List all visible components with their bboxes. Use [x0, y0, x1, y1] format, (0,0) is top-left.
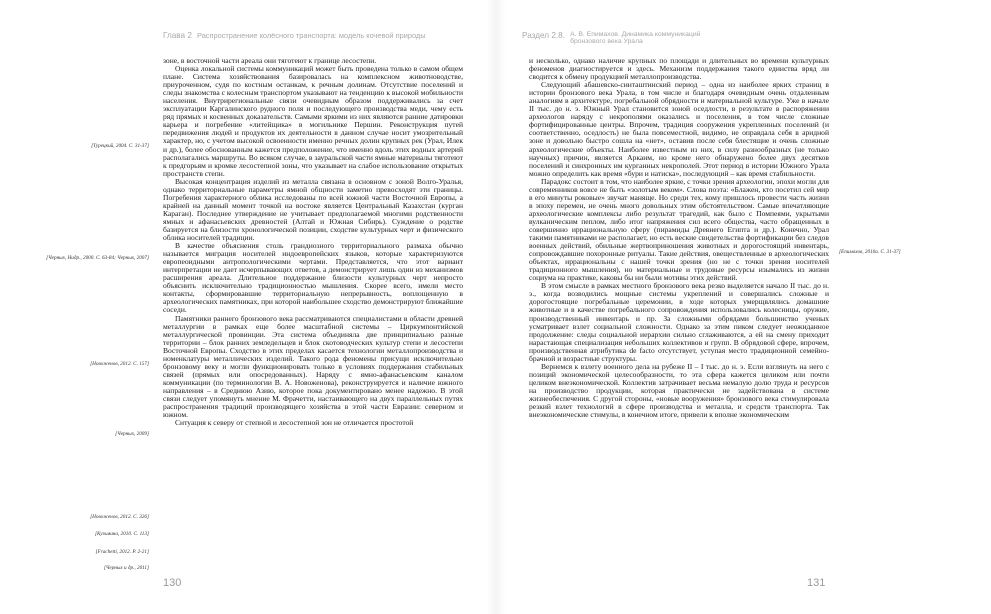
- page-number-left: 130: [163, 577, 182, 589]
- margin-citation: [Новоженов, 2012. С. 326]: [90, 514, 149, 520]
- section-label: Раздел 2.8.: [522, 31, 565, 40]
- section-title-line: бронзового века Урала: [570, 37, 643, 45]
- page-number-right: 131: [807, 577, 826, 589]
- section-title-line: А. В. Епимахов. Динамика коммуникаций: [570, 31, 701, 38]
- margin-citation: [Кузьмина, 2010. С. 113]: [95, 531, 149, 537]
- margin-citation: [Новоженов, 2012. С. 157]: [90, 361, 149, 367]
- running-head-left: [163, 32, 426, 40]
- paragraph: и несколько, однако наличие крупных по площади и длительных во времени культурных феноменов диагностируется и здесь. Механизм поддержания такого единства вряд ли сводится к обмену продукцией металлопроизводства.: [529, 56, 829, 82]
- margin-citation: [Frachetti, 2012. P. 2-21]: [95, 549, 149, 555]
- section-title: [570, 32, 700, 45]
- margin-citation: [Епимахов, 2010а. С. 31-37]: [839, 249, 901, 255]
- chapter-title: Распространение колёсного транспорта: модель кочевой природы: [197, 31, 426, 40]
- paragraph: Памятники раннего бронзового века рассматриваются специалистами в области древней металлургии в рамках еще более масштабной системы – Циркумпонтийской металлургической провинции. Эта система объединяла две принципиально разные территории – блок ранних земледельцев и блок скотоводческих культур степи и лесостепи Восточной Европы. Сходство в этих пределах касается технологии металлопроизводства и номенклатуры металлических изделий. Такого рода феномены присущи исключительно бронзовому веку и могли функционировать только в условиях поддержания стабильных связей (прямых или опосредованных). Наряду с ямно-афанасьевским каналом коммуникации (по терминологии В. А. Новоженова), реконструируется и наличие южного направления – в Среднюю Азию, которое пока документировано менее надежно. В этой связи следует упомянуть мнение М. Фрачетти, настаивающего на двух параллельных путях распространения традиций производящего хозяйства в этой части Евразии: северном и южном.: [163, 313, 463, 420]
- margin-citation: [Турецкий, 2004. С. 31-37]: [91, 143, 149, 149]
- paragraph: Вернемся к взлету военного дела на рубеже II – I тыс. до н. э. Если взглянуть на него с позиций экономической целесообразности, то эта сфера кажется целиком или почти целиком внеэкономической. Коллектив затрачивает весьма немалую долю труда и ресурсов на производство продукции, которая практически не задействована в системе жизнеобеспечения. С другой стороны, «новые вооружения» бронзового века стимулировала резкий взлет технологий в сфере производства и металла, и средств транспорта. Так внеэкономические стимулы, в конечном итоге, привели к вполне экономическим: [529, 361, 829, 420]
- paragraph: В качестве объяснения столь грандиозного территориального размаха обычно называется миграция носителей индоевропейских языков, которые характеризуются европеоидными антропологическими чертами. Представляется, что этот вариант интерпретации не дает исчерпывающих ответов, а демонстрирует лишь один из механизмов расширения ареала. Длительное поддержание близости культурных черт непросто объяснить исключительно традиционностью мышления. Скорее всего, имели место контакты, сформировавшие территориальную непрерывность, воплощенную в археологических памятниках, при которой наибольшее сходство демонстрируют ближайшие соседи.: [163, 241, 463, 315]
- right-page: [496, 0, 991, 614]
- running-head-right: [522, 32, 700, 45]
- paragraph: Высокая концентрация изделий из металла связана в основном с зоной Волго-Уралья, однако территориальные параметры ямной общности заметно превосходят эти границы. Погребения характерного облика исследованы по всей южной части Восточной Европы, а крайней на данный момент точкой на востоке является Центральный Казахстан (курган Караган). Последнее утверждение не учитывает предполагаемой многими родственности ямных и афанасьевских древностей (Алтай и Южная Сибирь). Суждение о родстве базируется на близости хронологической позиции, сходстве культурных черт и физического облика носителей традиции.: [163, 176, 463, 243]
- paragraph: Ситуация к северу от степной и лесостепной зон не отличается простотой: [175, 418, 414, 428]
- paragraph: В этом смысле в рамках местного бронзового века резко выделяется начало II тыс. до н. э., когда возводились мощные системы укреплений и совершались сложные и дорогостоящие погребальные церемонии, в ходе которых умерщвлялись домашние животные и в качестве погребального сопровождения использовались колесницы, оружие, производственный инвентарь и пр. За сложными обрядами большинство ученых усматривает взлет социальной сложности. Однако за этим пиком следует неожиданное продолжение: следы социальной иерархии сильно сглаживаются, а ей на смену приходит нарастающая специализация небольших коллективов и групп. В обрядовой сфере, впрочем, производственная атрибутика de facto отсутствует, уступая место традиционной семейно-брачной и возрастные структуры.: [529, 281, 829, 363]
- chapter-label: Глава 2: [163, 31, 192, 40]
- margin-citation: [Черных, Нидр., 2000. С. 63-84; Черных, 2007]: [46, 255, 149, 261]
- paragraph: Следующий абашевско-синташтинский период – одна из наиболее ярких страниц в истории бронзового века Урала, в том числе и благодаря очевидным очень отдаленным аналогиям в архитектуре, погребальной обрядности и материальной культуре. Уже в начале II тыс. до н. э. Южный Урал становится зоной оседлости, в результате в распоряжении археологов наряду с некрополями оказались и поселения, в том числе сложные фортифицированные центры. Впрочем, традиция сооружения укрепленных поселений (и соответственно, оседлость) не была повсеместной, видимо, не оправдала себя в аридной зоне и довольно быстро сошла на «нет», оставив после себя блестящие и очень сложные археологические объекты. Наиболее известным из них, в силу разнообразных (не только научных) причин, является Аркаим, но кроме него обнаружено более двух десятков поселений и синхронных им курганных некрополей. Этот период в истории Южного Урала можно определить как время «бури и натиска», последующий – как время стабильности.: [529, 80, 829, 178]
- paragraph: Оценка локальной системы коммуникаций может быть проведена только в самом общем плане. Система хозяйствования базировалась на комплексном животноводстве, приуроченном, судя по костным останкам, к речным долинам. Отсутствие поселений и следы знакомства с колесным транспортом указывают на тенденцию к высокой мобильности населения. Внутрирегиональные связи очевидным образом поддерживались за счет эксплуатации Каргалинского рудного поля и последующего производства меди, чему есть ряд прямых и косвенных доказательств. Самыми яркими из них являются ранние датировки карьера и погребение «литейщика» в могильнике Першин. Реконструкция путей передвижения людей и продуктов их деятельности в данном случае носит умозрительный характер, но, с учетом высокой освоенности именно речных долин крупных рек (Урал, Илек и др.), более обоснованным кажется предположение, что именно вдоль этих водных артерий располагались маршруты. Во всяком случае, в зауральской части ямные материалы тяготеют к предгорьям и кромке лесостепной зоны, что указывает на слабое использование открытых пространств степи.: [163, 64, 463, 178]
- paragraph: Парадокс состоит в том, что наиболее яркие, с точки зрения археологии, эпохи могли для современников вовсе не быть «золотым веком». Слова поэта: «Блажен, кто посетил сей мир в его минуты роковые» звучат маняще. Но среди тех, кому пришлось провести часть жизни в эпоху перемен, не очень много довольных этим обстоятельством. Самые впечатляющие археологические комплексы либо результат трагедий, как было с Помпеями, укрытыми вулканическим пеплом, либо итог напряжения сил всего общества, часто обращенных в совершенно иррациональную сферу (пирамиды Древнего Египта и др.). Конечно, Урал такими памятниками не располагает, но есть веские свидетельства фортификации без следов военных действий, обильные жертвоприношения животных и дорогостоящий инвентарь, сопровождавшие похоронные ритуалы. Такие действия, овеществленные в археологических объектах, иррациональны с нашей точки зрения (но не с точки зрения носителей традиционного мышления), но материальные и трудовые ресурсы изымались из жизни социума на практике, каковы бы ни были мотивы этих действий.: [529, 176, 829, 283]
- margin-citation: [Черных, 2009]: [115, 431, 149, 437]
- paragraph: зоне, в восточной части ареала они тяготеют к границе лесостепи.: [163, 56, 377, 65]
- left-body-text: [163, 57, 463, 427]
- margin-citation: [Черных и др., 2011]: [103, 565, 149, 571]
- right-body-text: [529, 57, 829, 419]
